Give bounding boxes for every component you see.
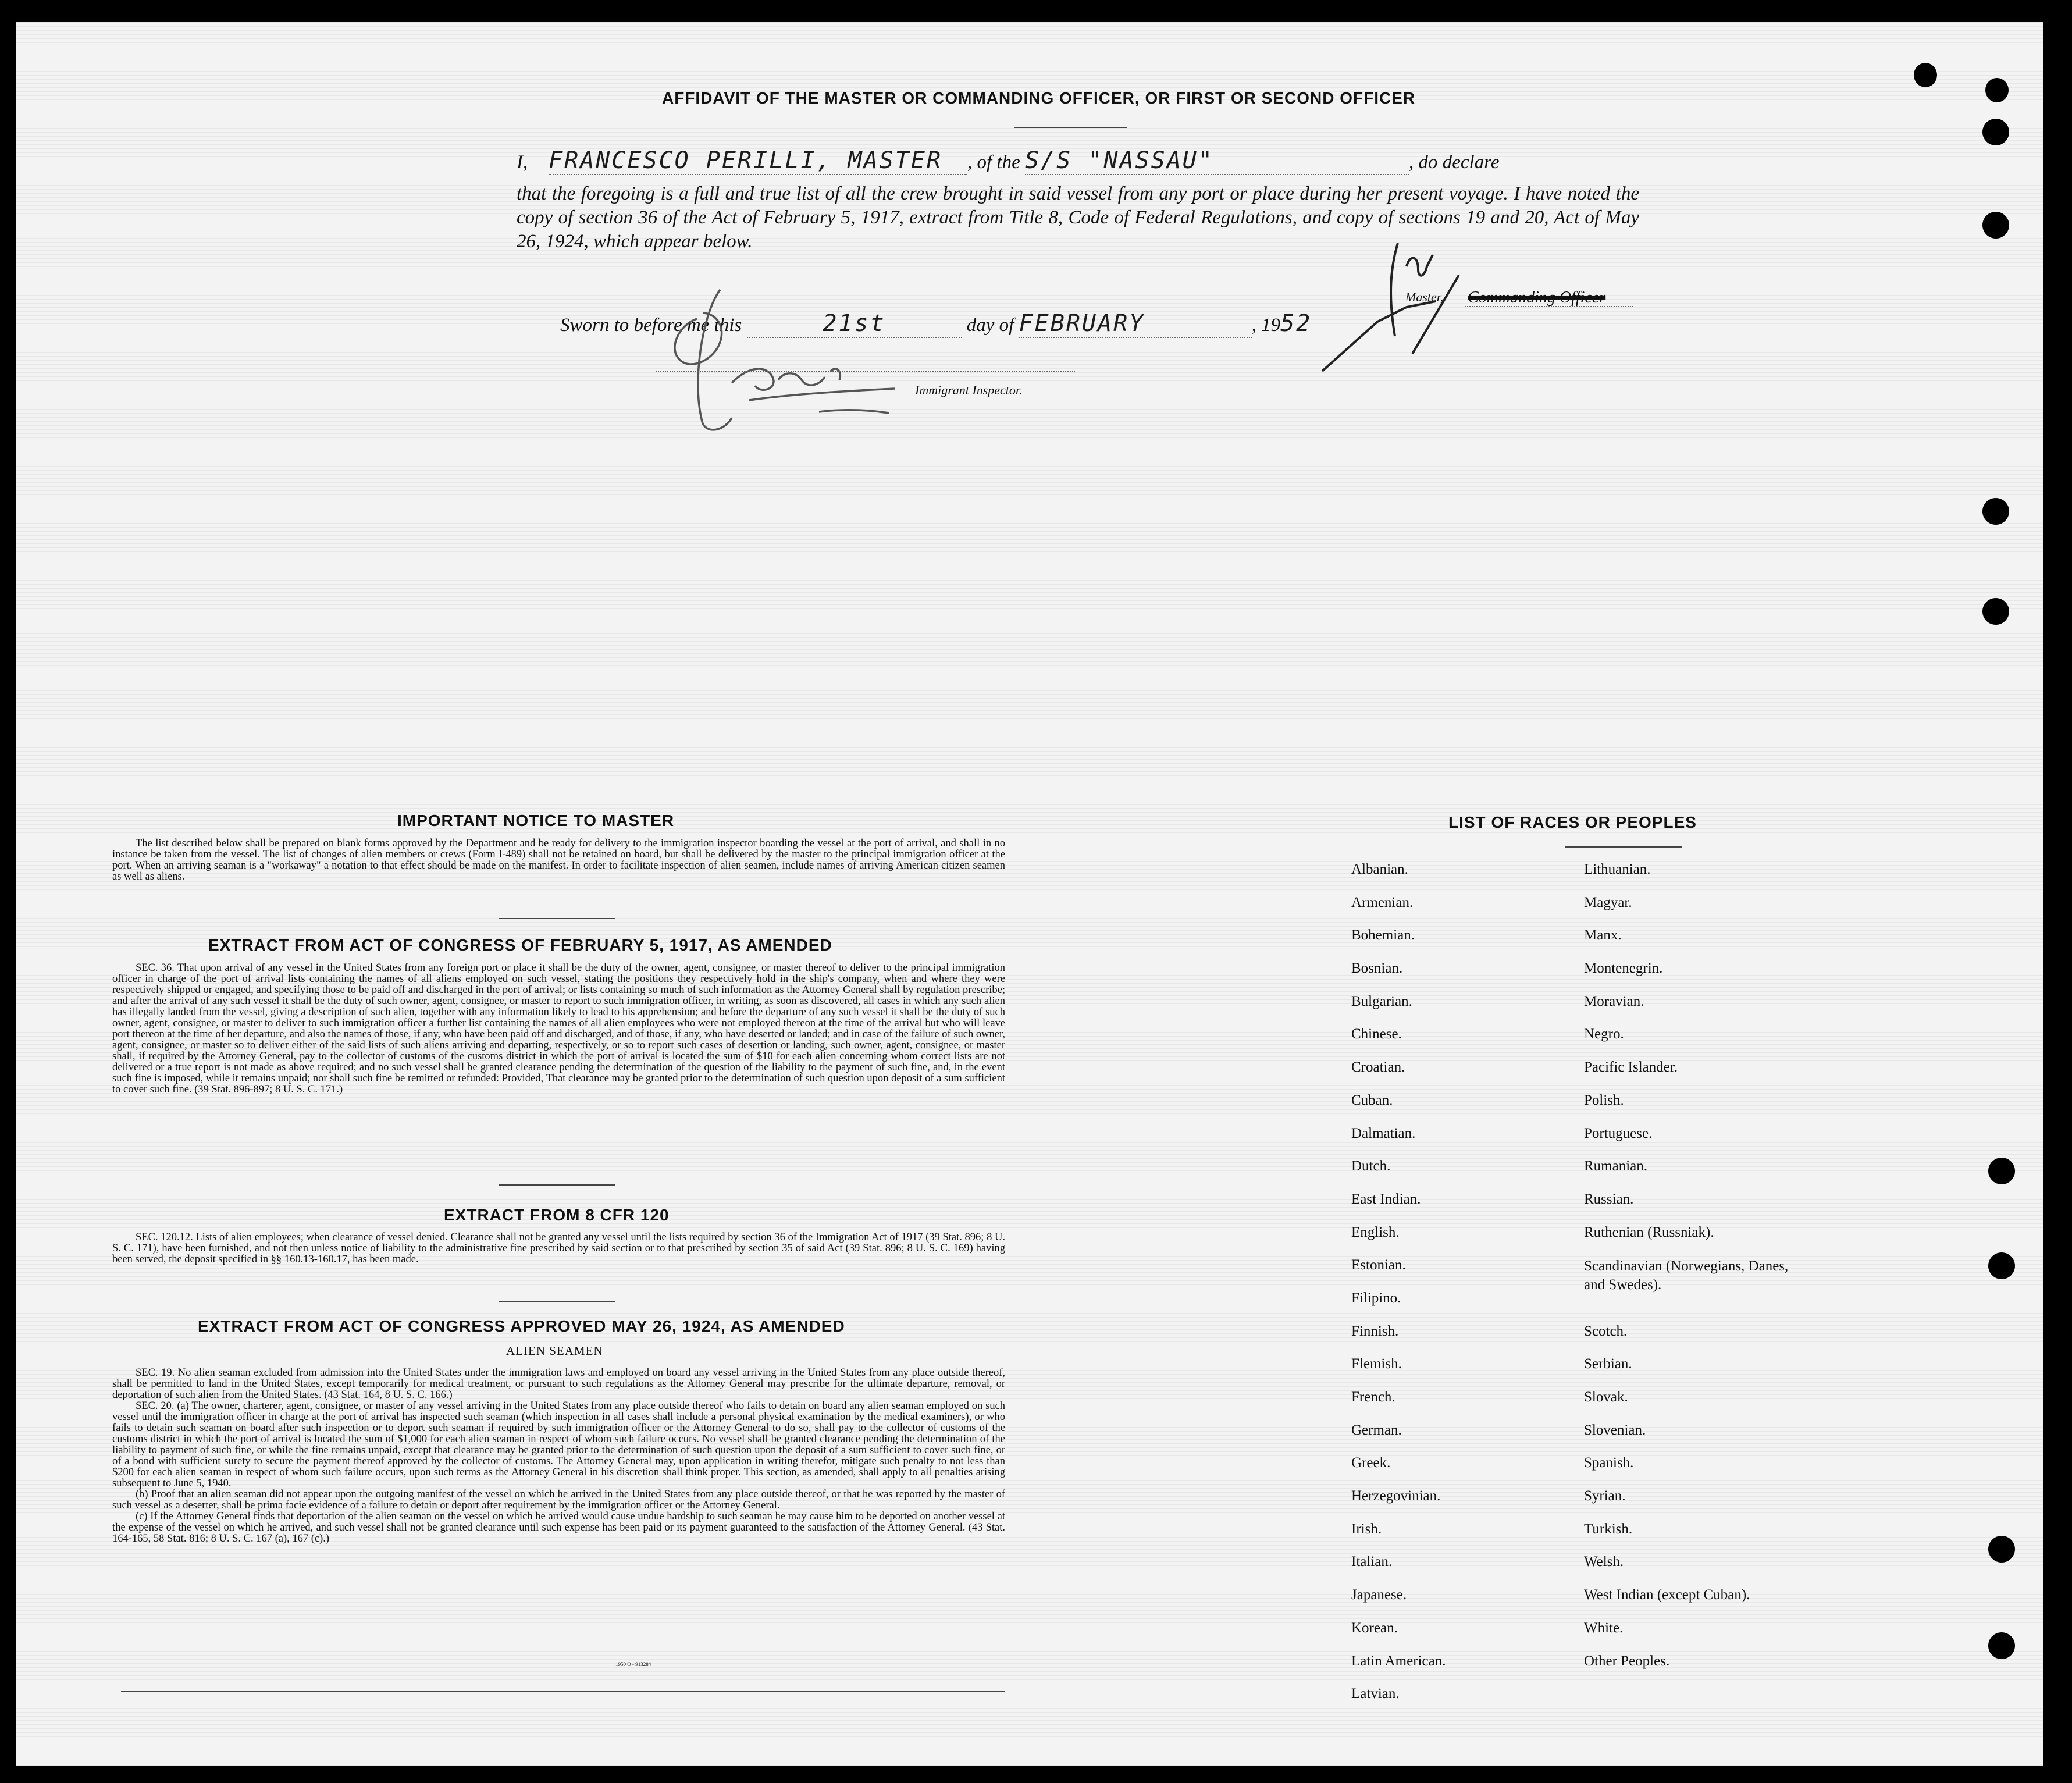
race-item: Filipino. bbox=[1351, 1290, 1401, 1306]
sec-19-paragraph: SEC. 19. No alien seaman excluded from admission into the United States under the immigration laws and employed on board any vessel arriving in the United States from any place outside thereof, shall be permitted to land in the United States, except temporarily for medical treatment, or pursuant to such regulations as the Attorney General may prescribe for the ultimate departure, removal, or deportation of such alien from the United States. (43 Stat. 164, 8 U. S. C. 166.) bbox=[112, 1367, 1005, 1401]
punch-hole bbox=[1985, 78, 2009, 102]
race-item: Flemish. bbox=[1351, 1356, 1402, 1372]
race-item: Moravian. bbox=[1584, 993, 1644, 1009]
master-struck-text: Commanding Officer bbox=[1468, 289, 1606, 307]
race-item: Irish. bbox=[1351, 1521, 1382, 1537]
extract-cfr-text bbox=[112, 1232, 1005, 1265]
punch-hole bbox=[1982, 212, 2009, 239]
race-item: Lithuanian. bbox=[1584, 862, 1651, 877]
sec-120-12-paragraph: SEC. 120.12. Lists of alien employees; when clearance of vessel denied. Clearance shall not be granted any vessel until the lists required by section 36 of the Immigration Act of 1917 (39 Stat. 896; 8 U. S. C. 171), have been furnished, and not then unless notice of liability to the administrative fine prescribed by said section or to that prescribed by section 35 of said Act (39 Stat. 896; 8 U. S. C. 169) having been served, the deposit specified in §§ 160.13-160.17, has been made. bbox=[112, 1232, 1005, 1265]
sworn-prefix: Sworn to before me this bbox=[560, 315, 742, 336]
race-item: Estonian. bbox=[1351, 1257, 1406, 1273]
race-item: Korean. bbox=[1351, 1620, 1398, 1636]
race-item: Spanish. bbox=[1584, 1455, 1634, 1471]
race-item: Rumanian. bbox=[1584, 1158, 1648, 1175]
year-field: 52 bbox=[1280, 310, 1312, 337]
race-item: English. bbox=[1351, 1224, 1400, 1240]
extract-1924-title: EXTRACT FROM ACT OF CONGRESS APPROVED MAY 26, 1924, AS AMENDED bbox=[198, 1317, 845, 1335]
race-item: Slovak. bbox=[1584, 1389, 1628, 1405]
races-column-2 bbox=[1584, 862, 1793, 1686]
bottom-rule bbox=[121, 1691, 1005, 1692]
punch-hole bbox=[1982, 498, 2009, 525]
master-label: Master, bbox=[1405, 290, 1444, 304]
race-item: West Indian (except Cuban). bbox=[1584, 1587, 1750, 1603]
race-item: East Indian. bbox=[1351, 1191, 1421, 1207]
races-divider bbox=[1565, 846, 1682, 848]
inspector-signature bbox=[645, 278, 947, 441]
race-item: Manx. bbox=[1584, 927, 1622, 944]
race-item: Latvian. bbox=[1351, 1686, 1400, 1702]
extract-1917-title: EXTRACT FROM ACT OF CONGRESS OF FEBRUARY 5, 1917, AS AMENDED bbox=[208, 936, 832, 954]
race-item: Dalmatian. bbox=[1351, 1125, 1416, 1141]
declaration-line bbox=[517, 147, 1639, 175]
race-item: Bulgarian. bbox=[1351, 993, 1412, 1009]
sec-20c-paragraph: (c) If the Attorney General finds that deportation of the alien seaman on the vessel on which he arrived would cause undue hardship to such seaman he may cause him to be deported on another vessel at the expense of the vessel on which he arrived, and such vessel shall not be granted clearance until such expense has been paid or its payment guaranteed to the satisfaction of the Attorney General. (43 Stat. 164-165, 58 Stat. 816; 8 U. S. C. 167 (a), 167 (c).) bbox=[112, 1511, 1005, 1544]
race-item: Welsh. bbox=[1584, 1554, 1624, 1570]
race-item: Latin American. bbox=[1351, 1653, 1446, 1669]
punch-hole bbox=[1988, 1632, 2015, 1659]
master-signature bbox=[1302, 220, 1511, 377]
title-divider bbox=[1014, 127, 1127, 128]
punch-hole bbox=[1982, 119, 2009, 145]
notice-title: IMPORTANT NOTICE TO MASTER bbox=[397, 812, 675, 830]
race-item: Armenian. bbox=[1351, 894, 1414, 910]
race-item: Magyar. bbox=[1584, 894, 1632, 910]
race-item: Cuban. bbox=[1351, 1092, 1393, 1108]
inspector-label: Immigrant Inspector. bbox=[915, 383, 1023, 397]
race-item: Herzegovinian. bbox=[1351, 1488, 1441, 1504]
extract-cfr-title: EXTRACT FROM 8 CFR 120 bbox=[444, 1206, 670, 1224]
races-column-1 bbox=[1351, 862, 1446, 1719]
i-prefix: I, bbox=[517, 152, 528, 173]
declaration-body: that the foregoing is a full and true list of all the crew brought in said vessel from any port or place during her present voyage. I have noted the copy of section 36 of the Act of February 5, 1917, extract from Title 8, Code of Federal Regulations, and copy of sections 19 and 20, Act of May 26, 1924, which appear below. bbox=[517, 183, 1639, 252]
race-item: Pacific Islander. bbox=[1584, 1059, 1678, 1076]
race-item: Scandinavian (Norwegians, Danes, and Swedes). bbox=[1584, 1258, 1789, 1293]
race-item: Croatian. bbox=[1351, 1059, 1405, 1076]
race-item: Dutch. bbox=[1351, 1158, 1391, 1175]
affidavit-title: AFFIDAVIT OF THE MASTER OR COMMANDING OFFICER, OR FIRST OR SECOND OFFICER bbox=[662, 89, 1416, 107]
punch-hole bbox=[1988, 1536, 2015, 1563]
races-title: LIST OF RACES OR PEOPLES bbox=[1448, 813, 1697, 831]
race-item: Bohemian. bbox=[1351, 927, 1415, 944]
punch-hole bbox=[1988, 1252, 2015, 1279]
race-item: Montenegrin. bbox=[1584, 960, 1663, 977]
sec-20a-paragraph: SEC. 20. (a) The owner, charterer, agent, consignee, or master of any vessel arriving in the United States from any place outside thereof who fails to detain on board any alien seaman employed on such vessel until the immigration officer in charge at the port of arrival has inspected such seaman (which inspection in all cases shall include a personal physical examination by the medical examiners), or who fails to detain such seaman on board after such inspection or to deport such seaman if required by such immigration officer or the Attorney General to do so, shall pay to the collector of customs of the customs district in which the port of arrival is located the sum of $1,000 for each alien seaman in respect of whom such failure occurs. No vessel shall be granted clearance pending the determination of the liability to payment of such fine, or while the fine remains unpaid, except that clearance may be granted prior to the determination of such question upon the deposit of a sum sufficient to cover such fine, or of a bond with sufficient surety to secure the payment thereof approved by the collector of customs. The Attorney General may, upon application in writing therefor, mitigate such penalty to not less than $200 for each alien seaman in respect of whom such failure occurs, upon such terms as the Attorney General in his discretion shall think proper. This section, as amended, shall apply to all penalties arising subsequent to June 5, 1940. bbox=[112, 1400, 1005, 1489]
document-page bbox=[16, 22, 2043, 1766]
master-name-field: FRANCESCO PERILLI, MASTER bbox=[549, 147, 967, 175]
race-item: Finnish. bbox=[1351, 1323, 1399, 1339]
extract-1917-text bbox=[112, 963, 1005, 1095]
race-item: Japanese. bbox=[1351, 1587, 1407, 1603]
punch-hole bbox=[1914, 63, 1937, 87]
punch-hole bbox=[1988, 1158, 2015, 1184]
print-code: 1950 O - 913284 bbox=[615, 1661, 651, 1667]
extract-cfr-divider bbox=[499, 1301, 615, 1302]
race-item: Chinese. bbox=[1351, 1026, 1402, 1042]
notice-divider bbox=[499, 918, 615, 919]
year-prefix: , 19 bbox=[1251, 315, 1281, 336]
race-item: Turkish. bbox=[1584, 1521, 1633, 1537]
notice-paragraph: The list described below shall be prepared on blank forms approved by the Department and be ready for delivery to the immigration inspector boarding the vessel at the port of arrival, and shall in no instance be taken from the vessel. The list of changes of alien members or crews (Form I-489) shall not be retained on board, but shall be delivered by the master to the principal immigration officer at the port. When an arriving seaman is a "workaway" a notation to that effect should be made on the manifest. In order to facilitate inspection of alien seamen, include names of arriving American citizen seamen as well as aliens. bbox=[112, 838, 1005, 882]
race-item: Other Peoples. bbox=[1584, 1653, 1670, 1669]
of-the-label: , of the bbox=[967, 152, 1020, 173]
race-item: Russian. bbox=[1584, 1191, 1634, 1207]
inspector-signature-line bbox=[656, 371, 1075, 372]
notice-text bbox=[112, 838, 1005, 882]
month-field: FEBRUARY bbox=[1019, 310, 1252, 338]
day-of-label: day of bbox=[966, 315, 1014, 336]
race-item: Portuguese. bbox=[1584, 1125, 1653, 1141]
alien-seamen-subtitle: ALIEN SEAMEN bbox=[506, 1344, 603, 1358]
race-item: Ruthenian (Russniak). bbox=[1584, 1224, 1714, 1240]
vessel-name-field: S/S "NASSAU" bbox=[1025, 147, 1409, 175]
race-item: Syrian. bbox=[1584, 1488, 1626, 1504]
race-item: Scotch. bbox=[1584, 1323, 1628, 1339]
race-item: Italian. bbox=[1351, 1554, 1393, 1570]
extract-1917-divider bbox=[499, 1184, 615, 1186]
day-field: 21st bbox=[747, 310, 962, 338]
sec-36-paragraph: SEC. 36. That upon arrival of any vessel in the United States from any foreign port or place it shall be the duty of the owner, agent, consignee, or master thereof to deliver to the principal immigration officer in charge of the port of arrival lists containing the names of all aliens employed on such vessel, stating the positions they respectively hold in the ship's company, when and where they were respectively shipped or engaged, and specifying those to be paid off and discharged in the port of arrival; or lists containing so much of such information as the Attorney General shall by regulation prescribe; and after the arrival of any such vessel it shall be the duty of such owner, agent, consignee, or master to report to such immigration officer, in writing, as soon as discovered, all cases in which any such alien has illegally landed from the vessel, giving a description of such alien, together with any information likely to lead to his apprehension; and before the departure of any such vessel it shall be the duty of such owner, agent, consignee, or master to deliver to such immigration officer a further list containing the names of all alien employees who were not employed thereon at the time of the arrival but who will leave port thereon at the time of her departure, and also the names of those, if any, who have been paid off and discharged, and of those, if any, who have deserted or landed; and in case of the failure of such owner, agent, consignee, or master so to deliver either of the said lists of such aliens arriving and departing, respectively, or so to report such cases of desertion or landing, such owner, agent, consignee, or master shall, if required by the Attorney General, pay to the collector of customs of the customs district in which the port of arrival is located the sum of $10 for each alien concerning whom correct lists are not delivered or a true report is not made as above required; and no such vessel shall be granted clearance pending the determination of the question of the liability to the payment of such fine, and, in the event such fine is imposed, while it remains unpaid; nor shall such fine be remitted or refunded: Provided, That clearance may be granted prior to the determination of such question upon deposit of a sum sufficient to cover such fine. (39 Stat. 896-897; 8 U. S. C. 171.) bbox=[112, 962, 1005, 1095]
race-item: Polish. bbox=[1584, 1092, 1624, 1108]
punch-hole bbox=[1982, 598, 2009, 625]
race-item: French. bbox=[1351, 1389, 1395, 1405]
sec-20b-paragraph: (b) Proof that an alien seaman did not appear upon the outgoing manifest of the vessel on which he arrived in the United States from any place outside thereof, or that he was reported by the master of such vessel as a deserter, shall be prima facie evidence of a failure to detain or deport after requirement by the immigration officer or the Attorney General. bbox=[112, 1489, 1005, 1511]
race-item: Albanian. bbox=[1351, 862, 1408, 877]
race-item: Greek. bbox=[1351, 1455, 1391, 1471]
race-item: White. bbox=[1584, 1620, 1624, 1636]
race-item: German. bbox=[1351, 1422, 1402, 1438]
extract-1924-text bbox=[112, 1368, 1005, 1544]
race-item: Bosnian. bbox=[1351, 960, 1403, 977]
race-item: Negro. bbox=[1584, 1026, 1624, 1042]
race-item: Slovenian. bbox=[1584, 1422, 1646, 1438]
race-item: Serbian. bbox=[1584, 1356, 1632, 1372]
do-declare-label: , do declare bbox=[1408, 152, 1500, 173]
